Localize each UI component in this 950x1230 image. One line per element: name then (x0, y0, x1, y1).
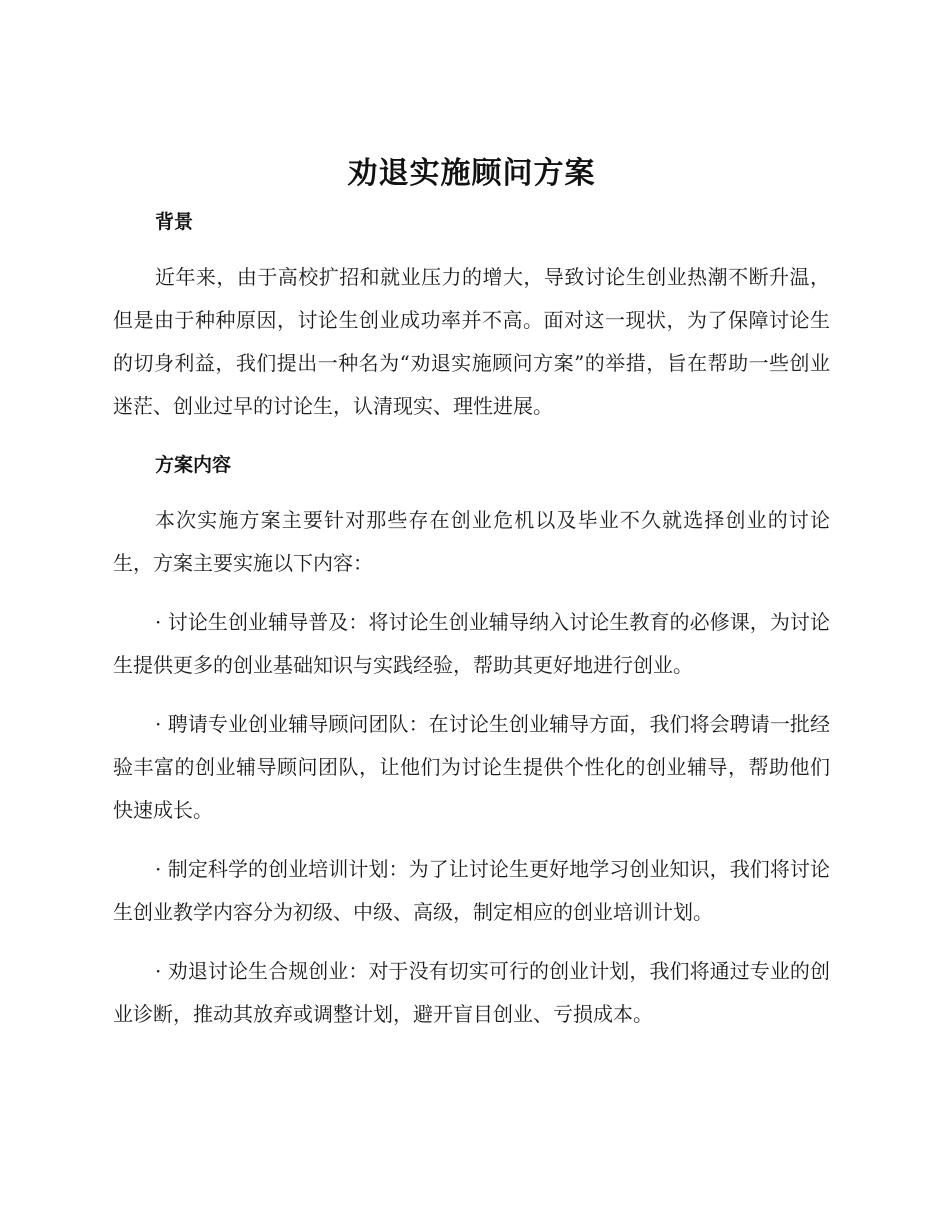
document-title: 劝退实施顾问方案 (347, 156, 596, 191)
document-page (113, 148, 830, 1036)
plan-item-3: · 制定科学的创业培训计划：为了让讨论生更好地学习创业知识，我们将讨论生创业教学内容分为初级、中级、高级，制定相应的创业培训计划。 (113, 857, 830, 924)
plan-item-4: · 劝退讨论生合规创业：对于没有切实可行的创业计划，我们将通过专业的创业诊断，推动其放弃或调整计划，避开盲目创业、亏损成本。 (113, 959, 830, 1026)
section-heading-plan-content: 方案内容 (155, 454, 232, 476)
section-heading-background: 背景 (155, 211, 194, 233)
plan-item-1: · 讨论生创业辅导普及：将讨论生创业辅导纳入讨论生教育的必修课，为讨论生提供更多的创业基础知识与实践经验，帮助其更好地进行创业。 (113, 610, 830, 677)
background-paragraph: 近年来，由于高校扩招和就业压力的增大，导致讨论生创业热潮不断升温，但是由于种种原因，讨论生创业成功率并不高。面对这一现状，为了保障讨论生的切身利益，我们提出一种名为“劝退实施顾问方案”的举措，旨在帮助一些创业迷茫、创业过早的讨论生，认清现实、理性进展。 (113, 265, 830, 418)
plan-item-2: · 聘请专业创业辅导顾问团队：在讨论生创业辅导方面，我们将会聘请一批经验丰富的创业辅导顾问团队，让他们为讨论生提供个性化的创业辅导，帮助他们快速成长。 (113, 712, 830, 822)
plan-intro-paragraph: 本次实施方案主要针对那些存在创业危机以及毕业不久就选择创业的讨论生，方案主要实施以下内容： (113, 508, 830, 575)
